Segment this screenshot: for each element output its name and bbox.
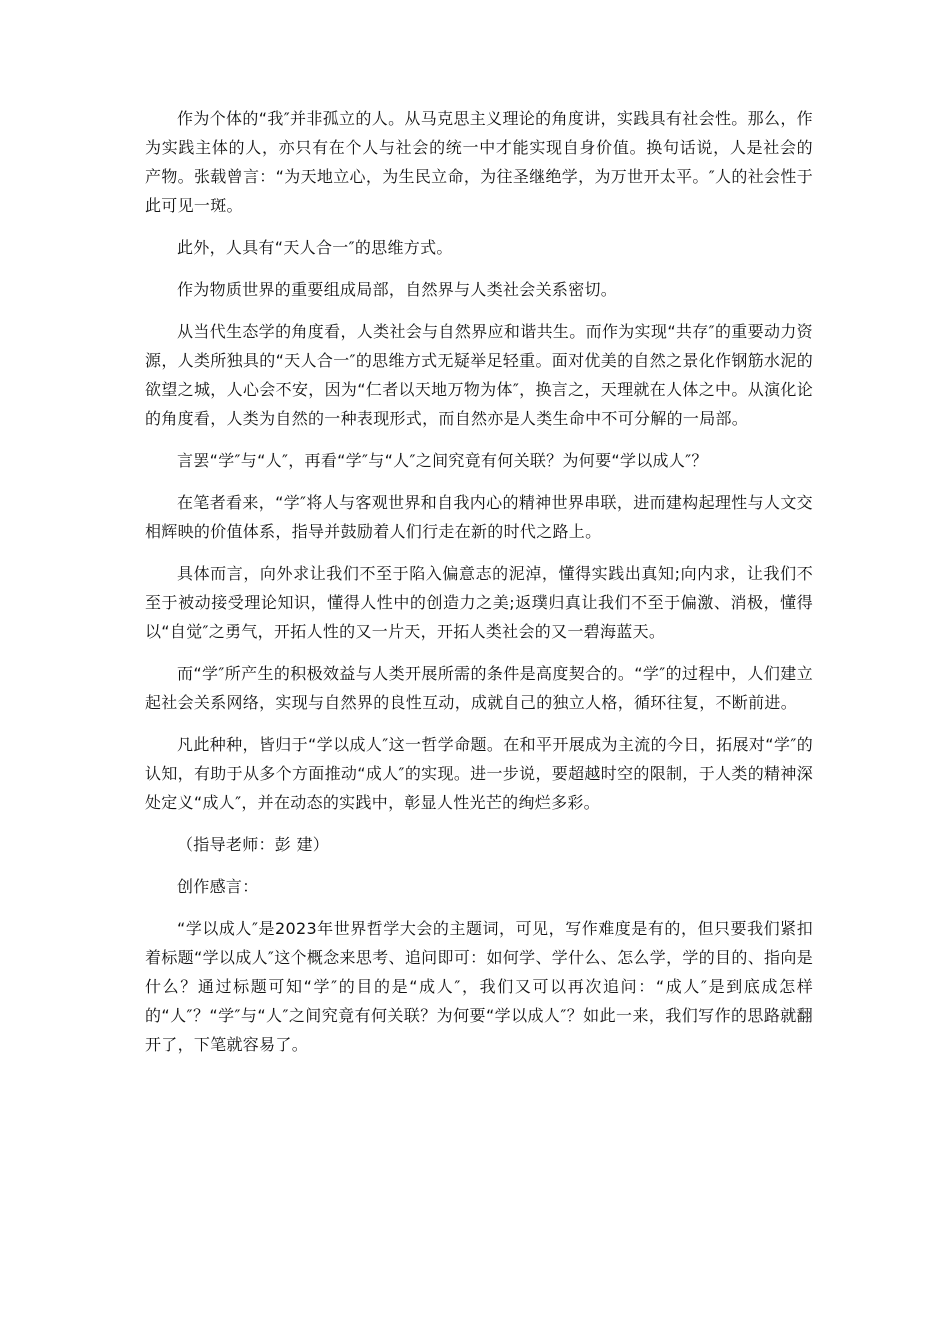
paragraph-author-view: 在笔者看来，“学″将人与客观世界和自我内心的精神世界串联，进而建构起理性与人文交相辉映的价值体系，指导并鼓励着人们行走在新的时代之路上。: [145, 493, 813, 541]
paragraph-conclusion: 凡此种种，皆归于“学以成人″这一哲学命题。在和平开展成为主流的今日，拓展对“学″的认知，有助于从多个方面推动“成人″的实现。进一步说，要超越时空的限制，于人类的精神深处定义“成人″，并在动态的实践中，彰显人性光芒的绚烂多彩。: [145, 735, 813, 812]
paragraph-ecology: 从当代生态学的角度看，人类社会与自然界应和谐共生。而作为实现“共存″的重要动力资源，人类所独具的“天人合一″的思维方式无疑举足轻重。面对优美的自然之景化作钢筋水泥的欲望之城，人心会不安，因为“仁者以天地万物为体″，换言之，天理就在人体之中。从演化论的角度看，人类为自然的一种表现形式，而自然亦是人类生命中不可分解的一局部。: [145, 322, 813, 428]
instructor-note: （指导老师：彭 建）: [177, 835, 330, 854]
document-body: [145, 104, 813, 1072]
paragraph-question: 言罢“学″与“人″，再看“学″与“人″之间究竟有何关联？为何要“学以成人″？: [177, 451, 708, 470]
paragraph-individual-practice: 作为个体的“我″并非孤立的人。从马克思主义理论的角度讲，实践具有社会性。那么，作为实践主体的人，亦只有在个人与社会的统一中才能实现自身价值。换句话说，人是社会的产物。张载曾言：“为天地立心，为生民立命，为往圣继绝学，为万世开太平。″人的社会性于此可见一斑。: [145, 109, 813, 215]
paragraph-benefits: 而“学″所产生的积极效益与人类开展所需的条件是高度契合的。“学″的过程中，人们建立起社会关系网络，实现与自然界的良性互动，成就自己的独立人格，循环往复，不断前进。: [145, 664, 813, 712]
paragraph-tianren-heyi: 此外，人具有“天人合一″的思维方式。: [177, 238, 453, 257]
creation-notes-heading: 创作感言：: [177, 877, 259, 896]
paragraph-nature-society: 作为物质世界的重要组成局部，自然界与人类社会关系密切。: [177, 280, 618, 299]
paragraph-specifics: 具体而言，向外求让我们不至于陷入偏意志的泥淖，懂得实践出真知;向内求，让我们不至于被动接受理论知识，懂得人性中的创造力之美;返璞归真让我们不至于偏激、消极，懂得以“自觉″之勇气，开拓人性的又一片天，开拓人类社会的又一碧海蓝天。: [145, 564, 813, 641]
paragraph-creation-notes: “学以成人″是2023年世界哲学大会的主题词，可见，写作难度是有的，但只要我们紧扣着标题“学以成人″这个概念来思考、追问即可：如何学、学什么、怎么学，学的目的、指向是什么？通过标题可知“学″的目的是“成人″，我们又可以再次追问：“成人″是到底成怎样的“人″？“学″与“人″之间究竟有何关联？为何要“学以成人″？如此一来，我们写作的思路就翻开了，下笔就容易了。: [145, 919, 813, 1054]
